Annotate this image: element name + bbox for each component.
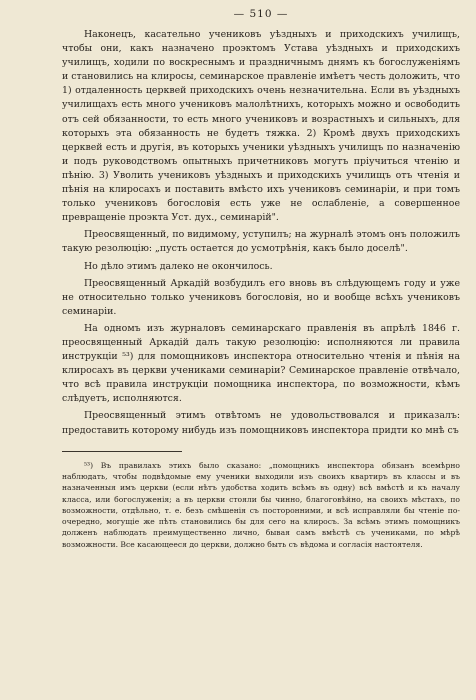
footnote-53: ⁵³) Въ правилахъ этихъ было сказано: „помощникъ инспектора обязанъ всемѣрно наблюдать, чтобы подвѣдомые ему ученики выходили изъ своихъ квартиръ въ классы и въ назначенныя имъ церкви (если нѣтъ удобства ходить всѣмъ въ одну) всѣ вмѣстѣ и къ началу класса, или богослуженія; а въ церкви стояли бы чинно, благоговѣйно, на своихъ мѣстахъ, по возможности, отдѣльно, т. е. безъ смѣшенія съ посторонними, и всѣ исправляли бы чтеніе по-очередно, могущіе же пѣть становились бы для сего на клиросъ. За всѣмъ этимъ помощникъ долженъ наблюдать преимущественно лично, бывая самъ вмѣстѣ съ учениками, по мѣрѣ возможности. Все касающееся до церкви, должно быть съ вѣдома и согласія настоятеля. — [62, 460, 460, 549]
paragraph-6: Преосвященный этимъ отвѣтомъ не удовольствовался и приказалъ: предоставить которому нибудь изъ помощниковъ инспектора придти ко мнѣ съ — [62, 410, 460, 436]
footnote-divider — [62, 451, 182, 452]
paragraph-5: На одномъ изъ журналовъ семинарскаго правленія въ апрѣлѣ 1846 г. преосвященный Аркадій далъ такую резолюцію: исполняются ли правила инструкціи ⁵³) для помощниковъ инспектора относительно чтенія и пѣнія на клиросахъ въ церкви учениками семинаріи? Семинарское правленіе отвѣчало, что всѣ правила инструкціи помощника инспектора, по возможности, кѣмъ слѣдуетъ, исполняются. — [62, 322, 460, 405]
page-number: — 510 — — [233, 8, 289, 20]
paragraph-4: Преосвященный Аркадій возбудилъ его вновь въ слѣдующемъ году и уже не относительно только учениковъ богословія, но и вообще всѣхъ учениковъ семинаріи. — [62, 277, 460, 317]
paragraph-1: Наконецъ, касательно учениковъ уѣздныхъ и приходскихъ училищъ, чтобы они, какъ назначено проэктомъ Устава уѣздныхъ и приходскихъ училищъ, ходили по воскреснымъ и праздничнымъ днямъ къ богослуженіямъ и становились на клиросы, семинарское правленіе имѣетъ честь доложить, что 1) отдаленность церквей приходскихъ очень незначительна. Если въ уѣздныхъ училищахъ есть много учениковъ малолѣтнихъ, которыхъ можно и освободить отъ сей обязанности, то есть много учениковъ и возрастныхъ и сильныхъ, для которыхъ эта обязанность не будетъ тяжка. 2) Кромѣ двухъ приходскихъ церквей есть и другія, въ которыхъ ученики уѣздныхъ училищъ по назначенію и подъ руководствомъ опытныхъ причетниковъ могутъ пріучиться чтенію и пѣнію. 3) Уволить учениковъ уѣздныхъ и приходскихъ училищъ отъ чтенія и пѣнія на клиросахъ и поставить вмѣсто ихъ учениковъ семинаріи, и при томъ только учениковъ богословія есть уже не ослабленіе, а совершенное превращеніе проэкта Уст. дух., семинарій". — [62, 29, 460, 224]
paragraph-3: Но дѣло этимъ далеко не окончилось. — [84, 260, 273, 272]
paragraph-2: Преосвященный, по видимому, уступилъ; на журналѣ этомъ онъ положилъ такую резолюцію: „пусть остается до усмотрѣнія, какъ было доселѣ". — [62, 229, 460, 255]
